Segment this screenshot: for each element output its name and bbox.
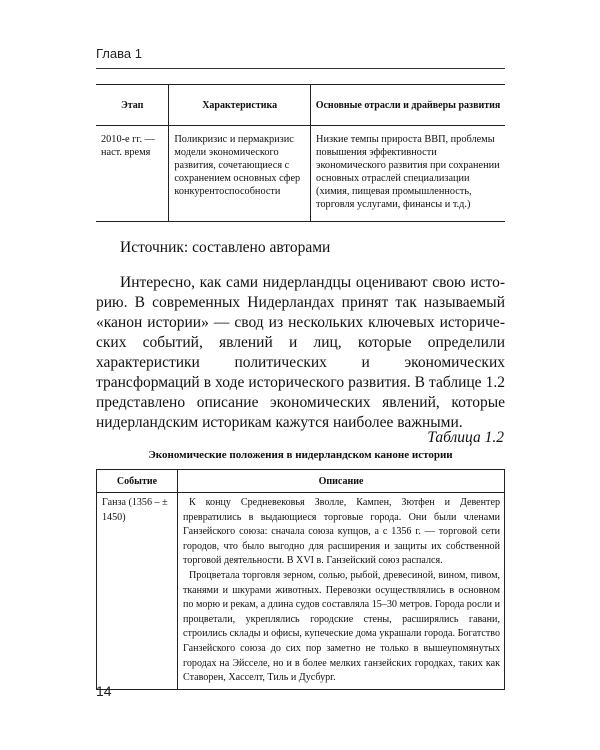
table-row	[96, 126, 505, 222]
page-number: 14	[96, 683, 112, 699]
cell-description	[178, 493, 505, 690]
stages-table	[96, 84, 505, 222]
column-header-stage: Этап	[96, 85, 169, 126]
column-header-event: Событие	[97, 470, 178, 493]
description-paragraph: Процветала торговля зерном, солью, рыбой, древесиной, вином, пивом, тканями и шкурами животных. Перевозки осуществлялись в основном по морю и рекам, а длина судов составляла 15–30 метров. Города росли и процветали, укреплялись городские стены, расширялись гавани, строились склады и офисы, купеческие дома украшали города. Богатство Ганзейского союза до сих пор заметно не только в вышеупомянутых городах на Эйсселе, но и в более мелких ганзейских городках, таких как Ставорен, Хасселт, Тиль и Дусбург.	[183, 569, 500, 684]
header-divider	[96, 68, 505, 69]
column-header-description: Описание	[178, 470, 505, 493]
description-paragraph: К концу Средневековья Зволле, Кампен, Зютфен и Девентер превратились в выдающиеся торговые города. Они были членами Ганзейского союза: сначала союза купцов, а с 1356 г. — торговой сети городов, что было выгодно для расширения и защиты их собственной торговой деятельности. В XVI в. Ганзейский союз распался.	[183, 497, 500, 567]
cell-characteristic: Поликризис и пермакризис модели экономического развития, сочетающиеся с сохранением основных сфер конкурентоспособности	[169, 126, 311, 222]
table-header-row	[97, 470, 505, 493]
cell-stage: 2010-е гг. — наст. время	[96, 126, 169, 222]
table-number: Таблица 1.2	[427, 429, 504, 446]
table-header-row	[96, 85, 505, 126]
canon-table	[96, 469, 505, 690]
cell-industries: Низкие темпы прироста ВВП, проблемы повышения эффективности экономического развития при сохранении основных отраслей специализации (химия, пищевая промышленность, торговля услугами, финансы и т.д.)	[311, 126, 505, 222]
chapter-header: Глава 1	[96, 46, 142, 61]
column-header-industries: Основные отрасли и драйверы развития	[311, 85, 505, 126]
cell-event: Ганза (1356 – ± 1450)	[97, 493, 178, 690]
table-source-note: Источник: составлено авторами	[120, 239, 331, 256]
table-title: Экономические положения в нидерландском каноне истории	[148, 449, 453, 461]
body-paragraph: Интересно, как сами нидерландцы оценивают свою историю. В современных Нидерландах принят так называемый «канон истории» — свод из нескольких ключевых исторических событий, явлений и лиц, которые определили характеристики политических и экономических трансформаций в ходе исторического развития. В таблице 1.2 представлено описание экономических явлений, которые нидерландским историкам кажутся наиболее важными.	[96, 274, 505, 431]
table-row	[97, 493, 505, 690]
column-header-characteristic: Характеристика	[169, 85, 311, 126]
